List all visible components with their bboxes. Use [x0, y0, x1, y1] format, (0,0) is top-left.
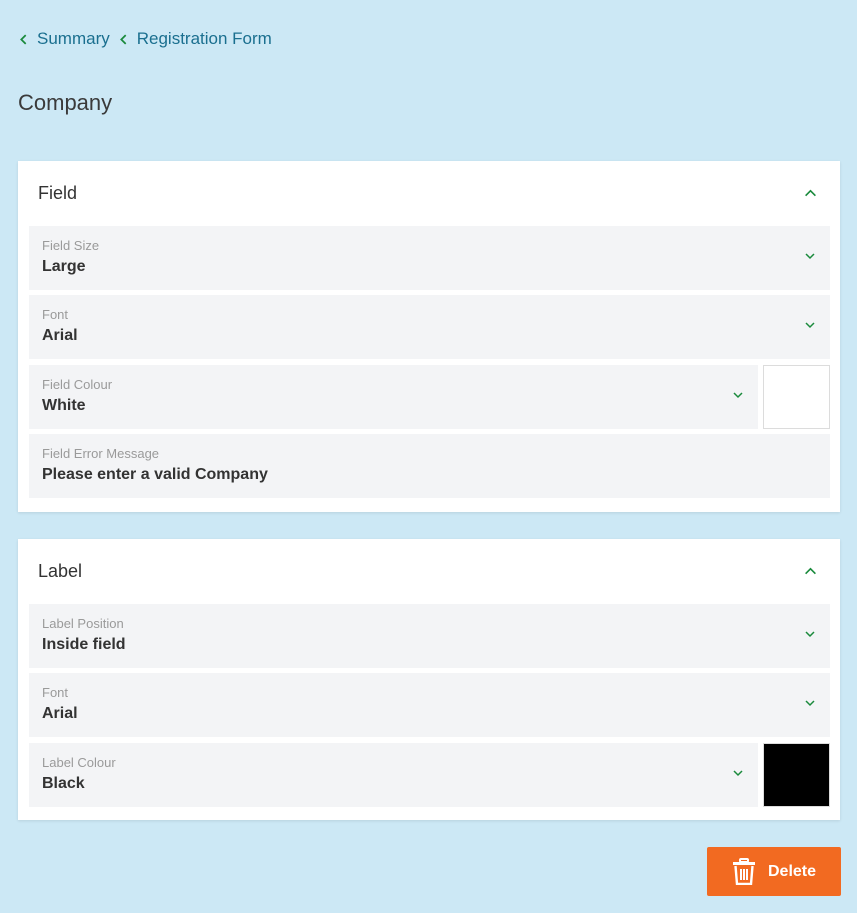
chevron-down-icon — [804, 250, 816, 262]
field-colour-label: Field Colour — [42, 377, 113, 392]
field-panel-title: Field — [38, 182, 78, 203]
label-colour-label: Label Colour — [42, 755, 116, 770]
field-panel — [18, 161, 840, 512]
label-font-select[interactable] — [29, 673, 830, 737]
field-panel-header[interactable] — [18, 161, 840, 225]
chevron-down-icon — [804, 319, 816, 331]
trash-icon — [732, 858, 756, 885]
label-colour-select[interactable] — [29, 743, 758, 807]
chevron-down-icon — [732, 767, 744, 779]
field-font-label: Font — [42, 307, 69, 322]
breadcrumb — [18, 28, 272, 50]
label-panel — [18, 539, 840, 820]
chevron-down-icon — [732, 389, 744, 401]
breadcrumb-summary[interactable] — [18, 29, 110, 49]
label-position-value: Inside field — [42, 636, 126, 653]
chevron-down-icon — [804, 697, 816, 709]
label-font-label: Font — [42, 685, 69, 700]
page-title: Company — [18, 90, 113, 115]
field-size-value: Large — [42, 258, 86, 275]
field-error-message-input[interactable] — [29, 434, 830, 498]
chevron-down-icon — [804, 628, 816, 640]
delete-button[interactable] — [707, 847, 841, 896]
chevron-up-icon — [804, 187, 817, 200]
collapse-label-button[interactable] — [800, 561, 820, 581]
label-colour-swatch[interactable] — [763, 743, 830, 807]
label-panel-title: Label — [38, 560, 83, 581]
breadcrumb-registration-form[interactable] — [118, 29, 272, 49]
breadcrumb-summary-label: Summary — [37, 29, 110, 48]
field-colour-select[interactable] — [29, 365, 758, 429]
label-panel-header[interactable] — [18, 539, 840, 603]
field-font-value: Arial — [42, 327, 78, 344]
field-size-select[interactable] — [29, 226, 830, 290]
label-position-select[interactable] — [29, 604, 830, 668]
breadcrumb-registration-form-label: Registration Form — [136, 29, 272, 48]
label-font-value: Arial — [42, 705, 78, 722]
chevron-up-icon — [804, 565, 817, 578]
chevron-left-icon — [118, 34, 129, 45]
field-size-label: Field Size — [42, 238, 100, 253]
delete-label: Delete — [767, 862, 817, 880]
label-colour-value: Black — [42, 775, 85, 792]
collapse-field-button[interactable] — [800, 183, 820, 203]
chevron-left-icon — [18, 34, 29, 45]
field-error-message-value: Please enter a valid Company — [42, 466, 268, 483]
label-position-label: Label Position — [42, 616, 124, 631]
field-error-message-label: Field Error Message — [42, 446, 160, 461]
field-colour-swatch[interactable] — [763, 365, 830, 429]
field-font-select[interactable] — [29, 295, 830, 359]
field-colour-value: White — [42, 397, 86, 414]
